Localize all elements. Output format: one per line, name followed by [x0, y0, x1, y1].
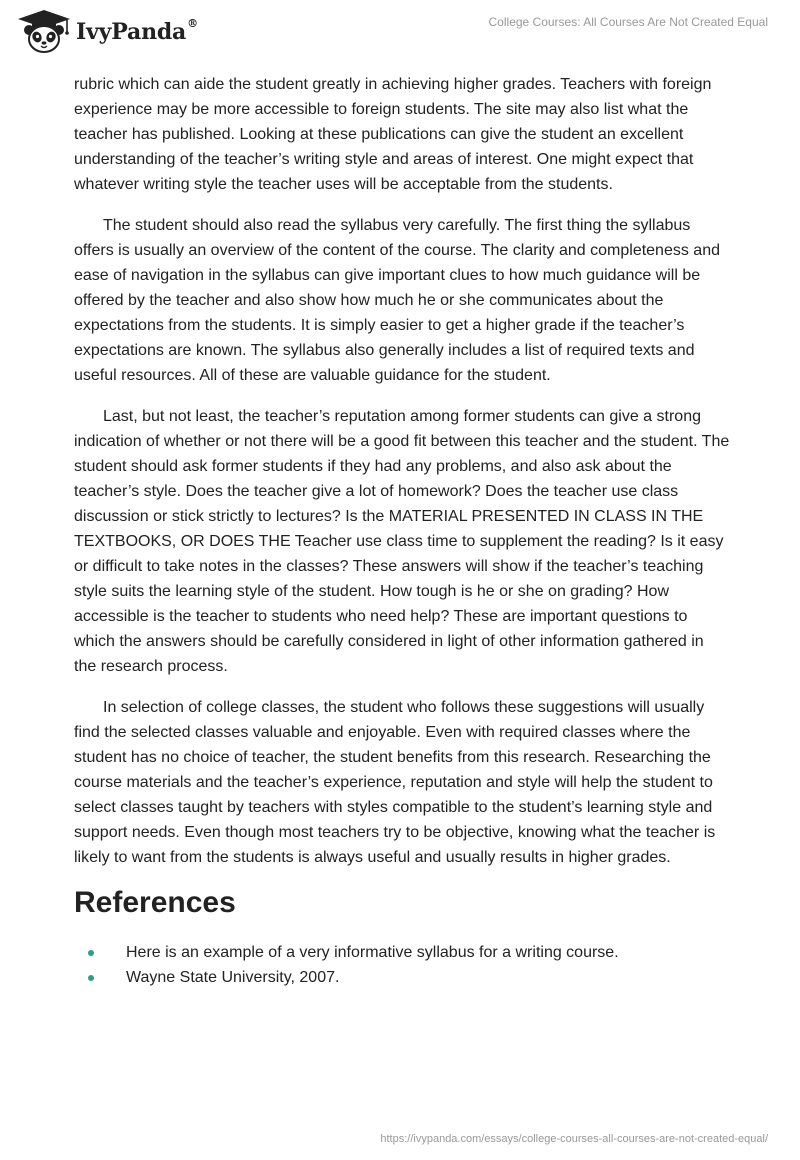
paragraph: Last, but not least, the teacher’s reputation among former students can give a strong indication of whether or not there will be a good fit between this teacher and the student. The student should ask former students if they had any problems, and also ask about the teacher’s style. Does the teacher give a lot of homework? Does the teacher use class discussion or stick strictly to lectures? Is the MATERIAL PRESENTED IN CLASS IN THE TEXTBOOKS, OR DOES THE Teacher use class time to supplement the reading? Is it easy or difficult to take notes in the classes? These answers will show if the teacher’s teaching style suits the learning style of the student. How tough is he or she on grading? How accessible is the teacher to students who need help? These are important questions to which the answers should be carefully considered in light of other information gathered in the research process. — [74, 408, 730, 675]
reference-item — [74, 940, 730, 965]
bullet-dot-icon — [88, 975, 94, 981]
bullet-dot-icon — [88, 950, 94, 956]
brand-name — [76, 19, 198, 45]
reference-text: Wayne State University, 2007. — [126, 969, 340, 986]
brand-logo[interactable] — [14, 8, 198, 54]
brand-registered-mark: ® — [187, 17, 198, 30]
source-url[interactable]: https://ivypanda.com/essays/college-courses-all-courses-are-not-created-equal/ — [380, 1133, 768, 1145]
references-heading: References — [74, 886, 236, 919]
page-header — [0, 0, 800, 60]
brand-name-text: IvyPanda — [76, 19, 187, 45]
paragraph: rubric which can aide the student greatly in achieving higher grades. Teachers with foreign experience may be more accessible to foreign students. The site may also list what the teacher has published. Looking at these publications can give the student an excellent understanding of the teacher’s writing style and areas of interest. One might expect that whatever writing style the teacher uses will be acceptable from the students. — [74, 76, 712, 193]
references-list — [74, 940, 730, 990]
panda-graduate-icon — [14, 8, 74, 54]
paragraph: The student should also read the syllabus very carefully. The first thing the syllabus offers is usually an overview of the content of the course. The clarity and completeness and ease of navigation in the syllabus can give important clues to how much guidance will be offered by the teacher and also show how much he or she communicates about the expectations from the students. It is simply easier to get a higher grade if the teacher’s expectations are known. The syllabus also generally includes a list of required texts and useful resources. All of these are valuable guidance for the student. — [74, 217, 720, 384]
essay-content — [74, 72, 730, 990]
reference-text: Here is an example of a very informative syllabus for a writing course. — [126, 944, 619, 961]
document-title: College Courses: All Courses Are Not Created Equal — [488, 15, 768, 29]
reference-item — [74, 965, 730, 990]
paragraph: In selection of college classes, the student who follows these suggestions will usually find the selected classes valuable and enjoyable. Even with required classes where the student has no choice of teacher, the student benefits from this research. Researching the course materials and the teacher’s experience, reputation and style will help the student to select classes taught by teachers with styles compatible to the student’s learning style and support needs. Even though most teachers try to be objective, knowing what the teacher is likely to want from the students is always useful and usually results in higher grades. — [74, 699, 716, 866]
